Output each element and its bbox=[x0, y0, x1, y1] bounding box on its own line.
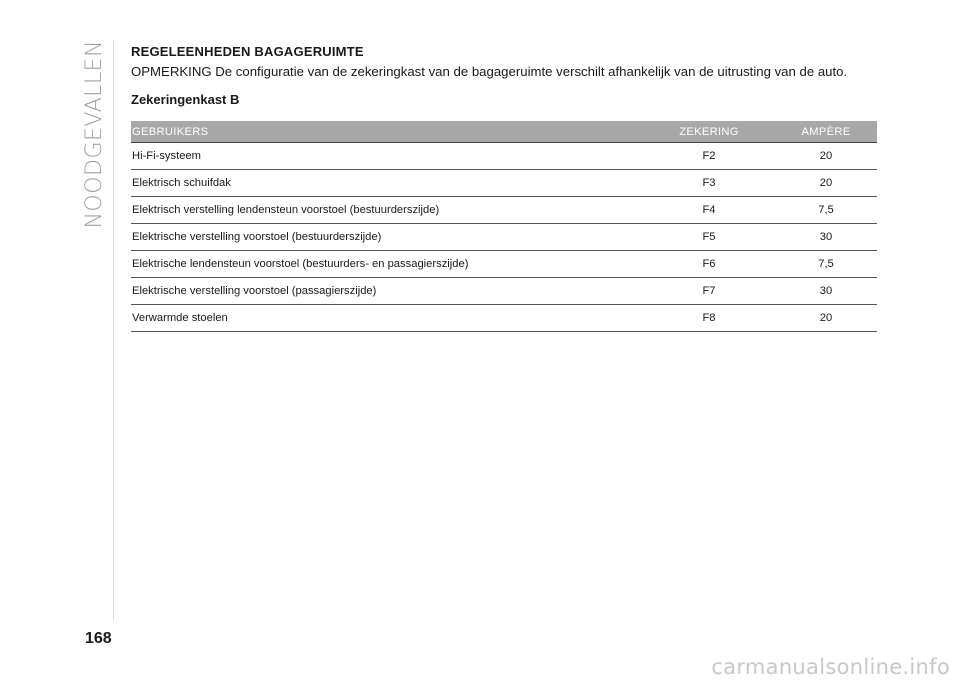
cell-fuse: F8 bbox=[643, 305, 780, 332]
page-content bbox=[131, 44, 877, 332]
table-row bbox=[131, 143, 877, 170]
header-users: GEBRUIKERS bbox=[131, 121, 643, 143]
cell-user: Elektrische lendensteun voorstoel (bestuurders- en passagierszijde) bbox=[131, 251, 643, 278]
cell-ampere: 20 bbox=[780, 143, 877, 170]
cell-ampere: 20 bbox=[780, 170, 877, 197]
fuse-table bbox=[131, 121, 877, 332]
cell-ampere: 7,5 bbox=[780, 251, 877, 278]
table-header-row bbox=[131, 121, 877, 143]
page-number: 168 bbox=[85, 630, 112, 647]
side-divider bbox=[113, 40, 114, 620]
cell-ampere: 30 bbox=[780, 278, 877, 305]
section-tab-label: NOODGEVALLEN bbox=[82, 40, 107, 229]
header-ampere: AMPÈRE bbox=[780, 121, 877, 143]
table-row bbox=[131, 197, 877, 224]
cell-fuse: F5 bbox=[643, 224, 780, 251]
cell-fuse: F4 bbox=[643, 197, 780, 224]
cell-user: Elektrisch verstelling lendensteun voorstoel (bestuurderszijde) bbox=[131, 197, 643, 224]
cell-user: Verwarmde stoelen bbox=[131, 305, 643, 332]
cell-fuse: F7 bbox=[643, 278, 780, 305]
cell-fuse: F2 bbox=[643, 143, 780, 170]
cell-user: Elektrische verstelling voorstoel (passagierszijde) bbox=[131, 278, 643, 305]
cell-user: Elektrisch schuifdak bbox=[131, 170, 643, 197]
fuse-box-title: Zekeringenkast B bbox=[131, 92, 240, 107]
header-fuse: ZEKERING bbox=[643, 121, 780, 143]
cell-ampere: 30 bbox=[780, 224, 877, 251]
cell-user: Elektrische verstelling voorstoel (bestuurderszijde) bbox=[131, 224, 643, 251]
table-row bbox=[131, 224, 877, 251]
watermark: carmanualsonline.info bbox=[711, 655, 950, 679]
cell-user: Hi-Fi-systeem bbox=[131, 143, 643, 170]
note-text: OPMERKING De configuratie van de zekeringkast van de bagageruimte verschilt afhankelijk van de uitrusting van de auto. bbox=[131, 64, 848, 79]
table-row bbox=[131, 170, 877, 197]
table-row bbox=[131, 278, 877, 305]
section-tab bbox=[80, 40, 110, 240]
table-row bbox=[131, 251, 877, 278]
section-heading: REGELEENHEDEN BAGAGERUIMTE bbox=[131, 44, 364, 59]
table-row bbox=[131, 305, 877, 332]
cell-ampere: 7,5 bbox=[780, 197, 877, 224]
cell-fuse: F3 bbox=[643, 170, 780, 197]
cell-fuse: F6 bbox=[643, 251, 780, 278]
cell-ampere: 20 bbox=[780, 305, 877, 332]
